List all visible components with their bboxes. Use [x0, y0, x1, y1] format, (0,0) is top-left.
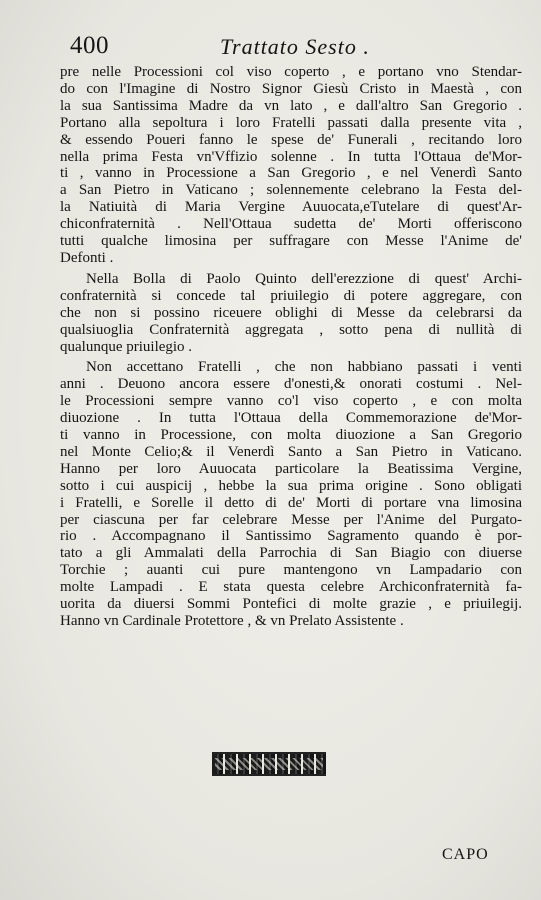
text-line: tato a gli Ammalati della Parrochia di San Biagio con diuerse: [60, 545, 522, 562]
text-line: diuozione . In tutta l'Ottaua della Commemorazione de'Mor-: [60, 410, 522, 427]
text-line: rio . Accompagnano il Santissimo Sagramento quando è por-: [60, 528, 522, 545]
text-line: i Fratelli, e Sorelle il detto di de' Morti di portare vna limosina: [60, 494, 522, 511]
catchword: CAPO: [442, 846, 489, 863]
text-line: anni . Deuono ancora essere d'onesti,& onorati costumi . Nel-: [60, 376, 522, 393]
text-line: ti , vanno in Processione a San Gregorio , e nel Venerdì Santo: [60, 165, 522, 182]
text-line: confraternità si concede tal priuilegio di potere aggregare, con: [60, 287, 522, 304]
text-line: Torchie ; auanti cui pure mantengono vn Lampadario con: [60, 562, 522, 579]
page-number: 400: [70, 32, 109, 59]
text-line: Hanno vn Cardinale Protettore , & vn Prelato Assistente .: [60, 613, 404, 629]
text-line: per ciascuna per far celebrare Messe per l'Anime del Purgato-: [60, 511, 522, 528]
running-title: Trattato Sesto .: [220, 34, 370, 59]
text-line: Nella Bolla di Paolo Quinto dell'erezzione di quest' Archi-: [86, 270, 522, 287]
text-line: sotto i cui auspicij , hebbe la sua prima origine . Sono obligati: [60, 477, 522, 494]
text-line: qualsiuoglia Confraternità aggregata , sotto pena di nullità di: [60, 321, 522, 338]
text-line: pre nelle Processioni col viso coperto , e portano vno Stendar-: [60, 64, 522, 80]
text-line: ti vanno in Processione, con molta diuozione a San Gregorio: [60, 427, 522, 444]
page-header: [70, 32, 490, 60]
text-line: nella prima Festa vn'Vffizio solenne . In tutta l'Ottaua de'Mor-: [60, 148, 522, 165]
text-line: & essendo Poueri fanno le spese de' Funerali , recitando loro: [60, 131, 522, 148]
text-line: la sua Santissima Madre da vn lato , e dall'altro San Gregorio .: [60, 97, 522, 114]
text-line: Portano alla sepoltura i loro Fratelli passati dalla presente vita ,: [60, 114, 522, 131]
text-line: Non accettano Fratelli , che non habbiano passati i venti: [86, 359, 522, 376]
text-line: Hanno per loro Auuocata particolare la Beatissima Vergine,: [60, 460, 522, 477]
text-line: chiconfraternità . Nell'Ottaua sudetta de' Morti offeriscono: [60, 216, 522, 233]
text-line: do con l'Imagine di Nostro Signor Giesù Cristo in Maestà , con: [60, 80, 522, 97]
text-line: che non si possino riceuere oblighi di Messe da celebrarsi da: [60, 304, 522, 321]
printer-ornament: [212, 752, 326, 776]
text-line: uorita da diuersi Sommi Pontefici di molte grazie , e priuilegij.: [60, 596, 522, 613]
text-line: la Natiuità di Maria Vergine Auuocata,eTutelare di quest'Ar-: [60, 199, 522, 216]
text-line: nel Monte Celio;& il Venerdì Santo a San Pietro in Vaticano.: [60, 443, 522, 460]
text-line: molte Lampadi . E stata questa celebre Archiconfraternità fa-: [60, 579, 522, 596]
text-line: qualunque priuilegio .: [60, 338, 193, 355]
text-line: le Processioni sempre vanno co'l viso coperto , e con molta: [60, 393, 522, 410]
body-text: [60, 64, 522, 630]
text-line: tutti qualche limosina per suffragare con Messe l'Anime de': [60, 233, 522, 250]
text-line: Defonti .: [60, 249, 114, 266]
text-line: a San Pietro in Vaticano ; solennemente celebrano la Festa del-: [60, 182, 522, 199]
